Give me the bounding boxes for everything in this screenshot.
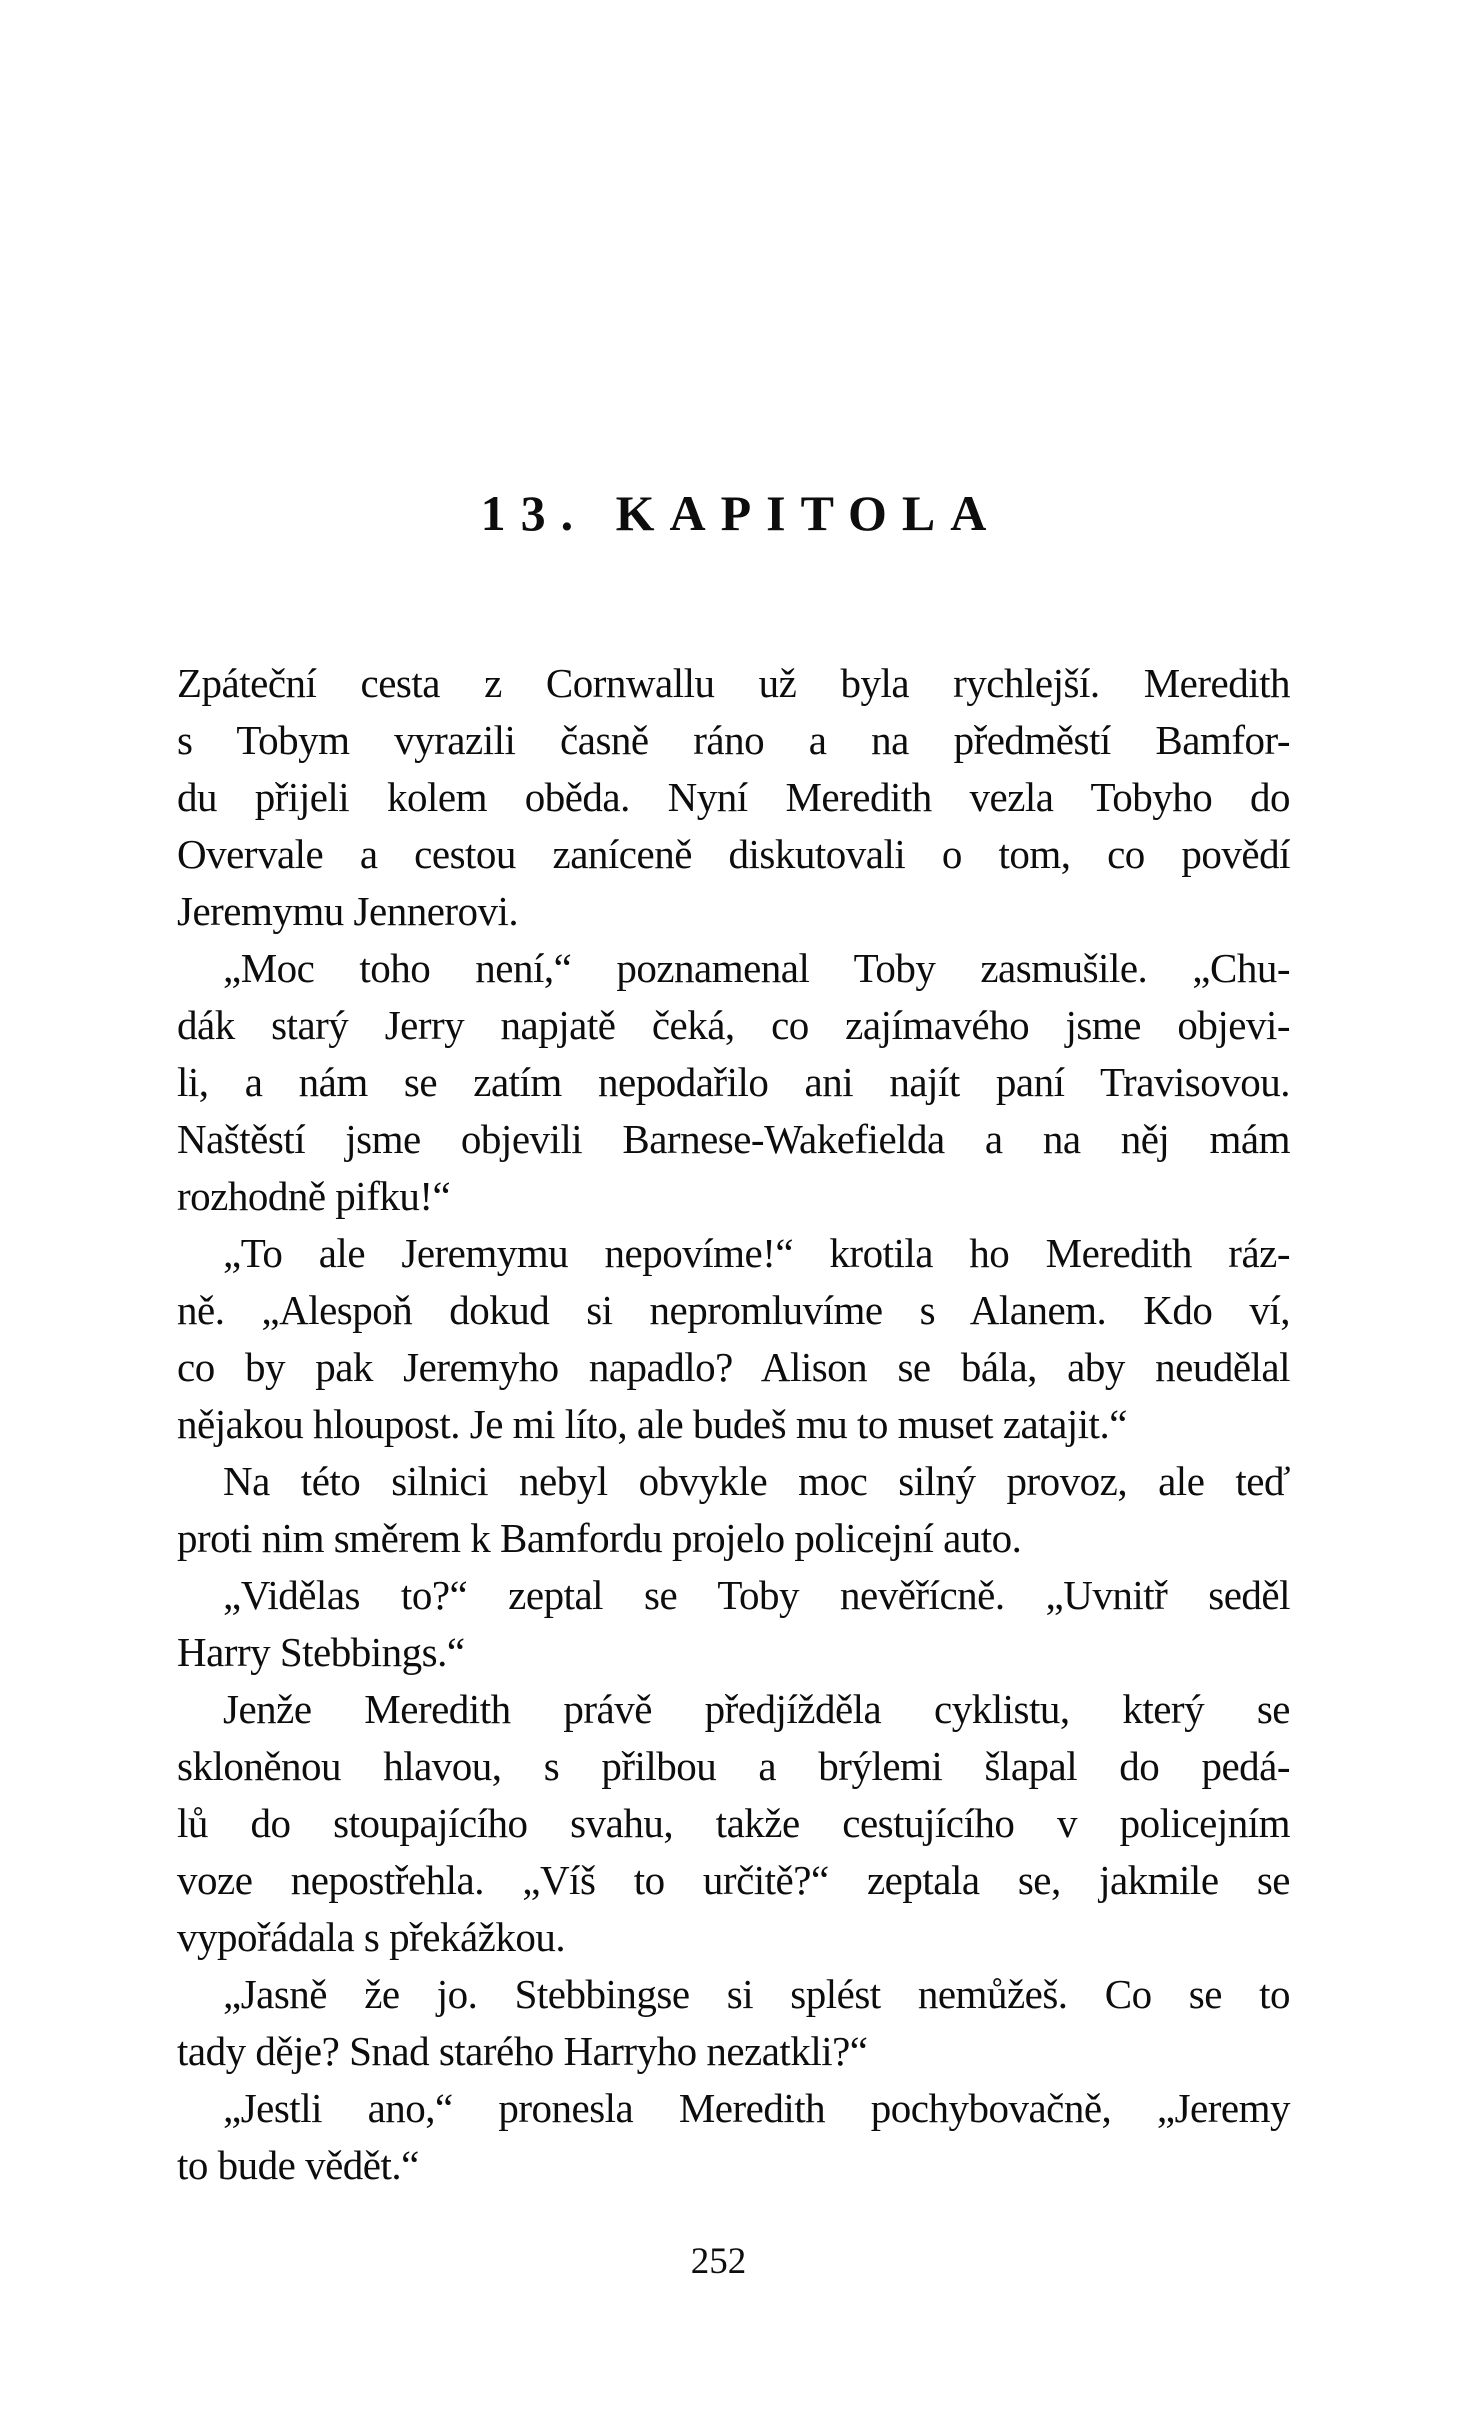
paragraph xyxy=(177,1681,1290,1966)
text-line: „Jasně že jo. Stebbingse si splést nemůžeš. Co se to xyxy=(223,1971,1290,2017)
text-line: voze nepostřehla. „Víš to určitě?“ zeptala se, jakmile se xyxy=(177,1857,1290,1903)
text-line: vypořádala s překážkou. xyxy=(177,1914,566,1960)
text-line: Naštěstí jsme objevili Barnese-Wakefielda a na něj mám xyxy=(177,1116,1290,1162)
text-line: co by pak Jeremyho napadlo? Alison se bála, aby neudělal xyxy=(177,1344,1290,1390)
paragraph xyxy=(177,2080,1290,2194)
text-line: s Tobym vyrazili časně ráno a na předměstí Bamfor- xyxy=(177,717,1290,763)
paragraph xyxy=(177,940,1290,1225)
text-line: skloněnou hlavou, s přilbou a brýlemi šlapal do pedá- xyxy=(177,1743,1290,1789)
text-line: rozhodně pifku!“ xyxy=(177,1173,451,1219)
text-line: proti nim směrem k Bamfordu projelo policejní auto. xyxy=(177,1515,1022,1561)
text-line: to bude vědět.“ xyxy=(177,2142,419,2188)
text-line: tady děje? Snad starého Harryho nezatkli?“ xyxy=(177,2028,868,2074)
text-line: Jeremymu Jennerovi. xyxy=(177,888,519,934)
paragraph xyxy=(177,1966,1290,2080)
text-line: Zpáteční cesta z Cornwallu už byla rychlejší. Meredith xyxy=(177,660,1290,706)
text-line: du přijeli kolem oběda. Nyní Meredith vezla Tobyho do xyxy=(177,774,1290,820)
text-line: „Jestli ano,“ pronesla Meredith pochybovačně, „Jeremy xyxy=(223,2085,1290,2131)
chapter-heading: 13. KAPITOLA xyxy=(480,485,1002,541)
text-line: Harry Stebbings.“ xyxy=(177,1629,465,1675)
body-text xyxy=(177,655,1290,2194)
paragraph xyxy=(177,655,1290,940)
text-line: „To ale Jeremymu nepovíme!“ krotila ho Meredith ráz- xyxy=(223,1230,1290,1276)
text-line: „Moc toho není,“ poznamenal Toby zasmušile. „Chu- xyxy=(223,945,1290,991)
text-line: nějakou hloupost. Je mi líto, ale budeš mu to muset zatajit.“ xyxy=(177,1401,1127,1447)
text-line: Overvale a cestou zaníceně diskutovali o tom, co povědí xyxy=(177,831,1290,877)
text-line: lů do stoupajícího svahu, takže cestujícího v policejním xyxy=(177,1800,1290,1846)
text-line: ně. „Alespoň dokud si nepromluvíme s Alanem. Kdo ví, xyxy=(177,1287,1290,1333)
paragraph xyxy=(177,1225,1290,1453)
text-line: Na této silnici nebyl obvykle moc silný provoz, ale teď xyxy=(223,1458,1290,1504)
text-line: „Vidělas to?“ zeptal se Toby nevěřícně. „Uvnitř seděl xyxy=(223,1572,1290,1618)
text-line: Jenže Meredith právě předjížděla cyklistu, který se xyxy=(223,1686,1290,1732)
text-line: dák starý Jerry napjatě čeká, co zajímavého jsme objevi- xyxy=(177,1002,1290,1048)
page-number: 252 xyxy=(690,2241,747,2282)
paragraph xyxy=(177,1453,1290,1567)
paragraph xyxy=(177,1567,1290,1681)
text-line: li, a nám se zatím nepodařilo ani najít paní Travisovou. xyxy=(177,1059,1290,1105)
